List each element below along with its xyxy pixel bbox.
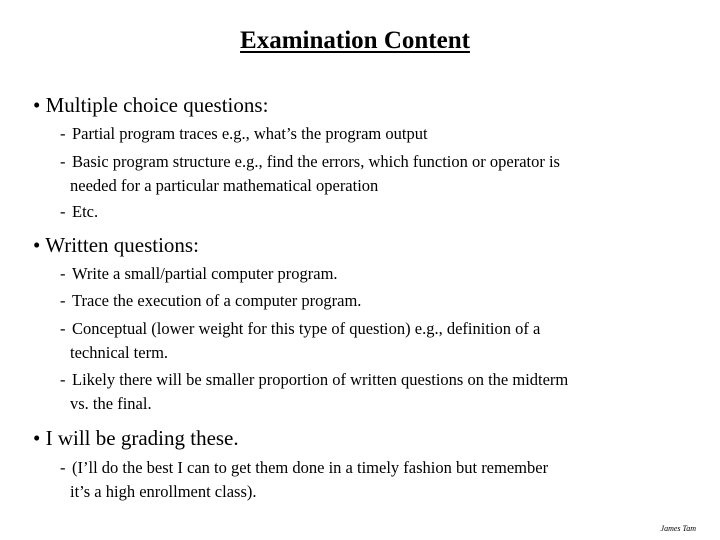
sub-item-text: Trace the execution of a computer program. bbox=[72, 291, 362, 310]
dash-marker: - bbox=[60, 291, 66, 310]
sub-item bbox=[60, 122, 428, 146]
sub-item bbox=[60, 368, 568, 416]
dash-marker: - bbox=[60, 458, 66, 477]
sub-item bbox=[60, 262, 338, 286]
dash-marker: - bbox=[60, 319, 66, 338]
sub-item-continuation: technical term. bbox=[70, 343, 169, 362]
sub-item-text: Partial program traces e.g., what’s the program output bbox=[72, 124, 428, 143]
sub-item-text: Etc. bbox=[72, 202, 99, 221]
sub-item-continuation: vs. the final. bbox=[70, 394, 152, 413]
sub-item-text: Conceptual (lower weight for this type of question) e.g., definition of a bbox=[72, 319, 541, 338]
sub-item-text: Basic program structure e.g., find the errors, which function or operator is bbox=[72, 152, 560, 171]
sub-item bbox=[60, 200, 98, 224]
sub-item-text: Write a small/partial computer program. bbox=[72, 264, 338, 283]
sub-item-text: Likely there will be smaller proportion of written questions on the midterm bbox=[72, 370, 569, 389]
dash-marker: - bbox=[60, 152, 66, 171]
dash-marker: - bbox=[60, 264, 66, 283]
sub-item bbox=[60, 317, 540, 365]
sub-item-continuation: it’s a high enrollment class). bbox=[70, 482, 257, 501]
bullet-multiple-choice: • Multiple choice questions: bbox=[33, 93, 269, 117]
dash-marker: - bbox=[60, 202, 66, 221]
sub-item-continuation: needed for a particular mathematical operation bbox=[70, 176, 379, 195]
slide-title: Examination Content bbox=[240, 27, 470, 54]
bullet-grading: • I will be grading these. bbox=[33, 426, 239, 450]
dash-marker: - bbox=[60, 124, 66, 143]
sub-item bbox=[60, 289, 361, 313]
sub-item-text: (I’ll do the best I can to get them done in a timely fashion but remember bbox=[72, 458, 549, 477]
sub-item bbox=[60, 456, 548, 504]
bullet-written-questions: • Written questions: bbox=[33, 233, 199, 257]
sub-item bbox=[60, 150, 560, 198]
author-signature: James Tam bbox=[660, 524, 696, 533]
dash-marker: - bbox=[60, 370, 66, 389]
